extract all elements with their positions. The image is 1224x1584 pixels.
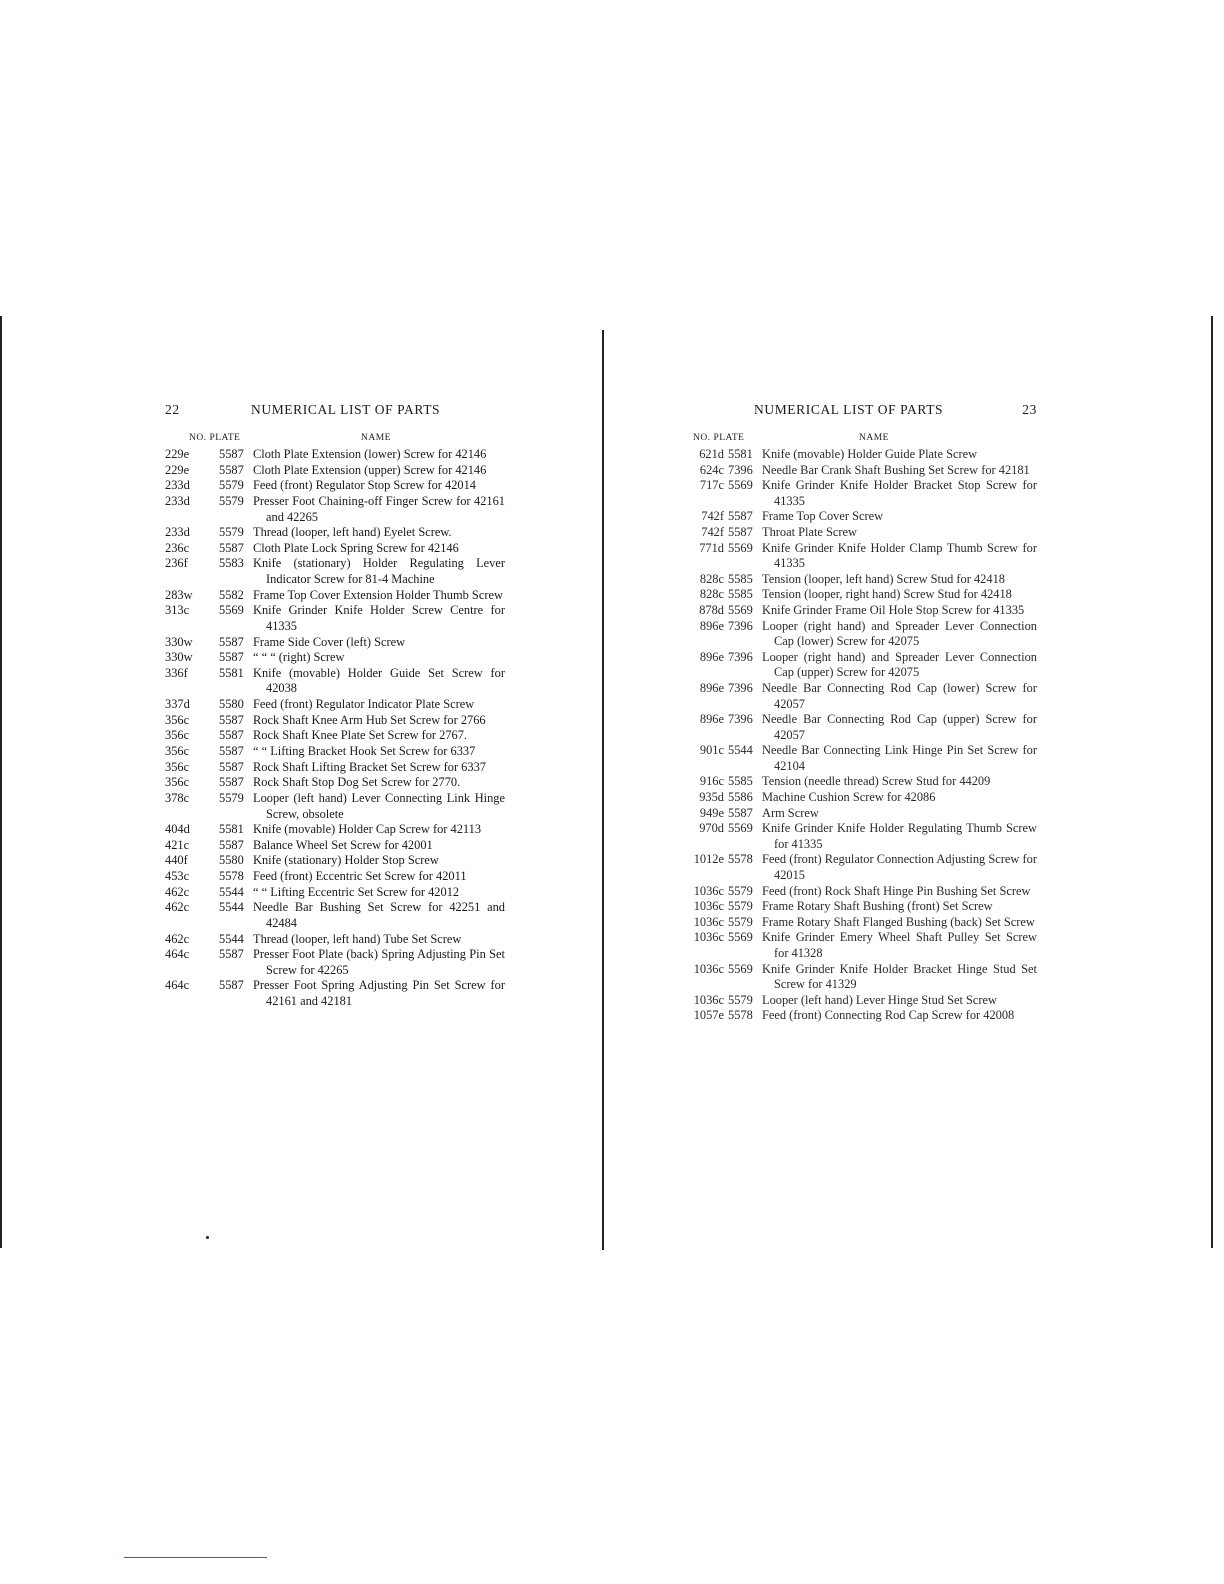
plate-number: 5587 [219,978,244,993]
plate-number: 5581 [219,822,244,837]
list-item [165,556,505,587]
list-item [672,993,1037,1009]
part-number: 356c [165,712,190,727]
part-name: Feed (front) Eccentric Set Screw for 42011 [253,869,467,884]
part-number: 901c [699,743,724,758]
list-item [672,930,1037,961]
part-name: Cloth Plate Extension (upper) Screw for 42146 [253,462,487,477]
page-gutter-line [602,330,604,1250]
part-name: “ “ “ (right) Screw [253,650,345,665]
part-name: Frame Side Cover (left) Screw [253,634,406,649]
part-name: Knife (movable) Holder Cap Screw for 42113 [253,822,482,837]
list-item [165,791,505,822]
part-name: “ “ Lifting Bracket Hook Set Screw for 6337 [253,743,476,758]
part-number: 1012e [693,852,724,867]
right-scan-edge [1211,316,1213,1248]
list-item [165,885,505,901]
plate-number: 5580 [219,697,244,712]
col-no-plate-header: NO. PLATE [189,433,241,443]
list-item [165,541,505,557]
list-item [672,743,1037,774]
list-item [672,463,1037,479]
part-number: 771d [699,540,724,555]
plate-number: 5569 [728,961,753,976]
parts-list [165,447,505,1010]
list-item [672,619,1037,650]
part-name: Cloth Plate Extension (lower) Screw for 42146 [253,447,487,461]
left-scan-edge [0,316,2,1248]
list-item [672,790,1037,806]
part-name: Feed (front) Regulator Indicator Plate Screw [253,697,475,712]
list-item [165,713,505,729]
list-item [672,525,1037,541]
part-name: Feed (front) Regulator Stop Screw for 42014 [253,478,476,493]
plate-number: 5585 [728,774,753,789]
part-number: 1036c [693,961,724,976]
part-name: Knife Grinder Knife Holder Clamp Thumb Screw for 41335 [762,540,1037,571]
part-number: 337d [165,697,190,712]
plate-number: 5587 [728,509,753,524]
list-item [165,775,505,791]
plate-number: 5578 [728,1008,753,1023]
part-name: “ “ Lifting Eccentric Set Screw for 42012 [253,884,460,899]
stray-mark [206,1236,209,1239]
part-name: Knife (movable) Holder Guide Set Screw for 42038 [253,665,505,696]
parts-list [672,447,1037,1024]
part-number: 1036c [693,883,724,898]
list-item [672,884,1037,900]
list-item [672,603,1037,619]
part-name: Arm Screw [762,805,819,820]
plate-number: 5587 [219,712,244,727]
part-name: Frame Top Cover Screw [762,509,884,524]
plate-number: 5587 [219,634,244,649]
part-number: 233d [165,478,190,493]
list-item [165,744,505,760]
part-number: 896e [699,680,724,695]
list-item [165,822,505,838]
part-number: 356c [165,728,190,743]
part-number: 313c [165,603,190,618]
part-name: Needle Bar Crank Shaft Bushing Set Screw for 42181 [762,462,1030,477]
list-item [165,697,505,713]
part-name: Feed (front) Regulator Connection Adjusting Screw for 42015 [762,852,1037,883]
part-name: Needle Bar Connecting Rod Cap (upper) Screw for 42057 [762,712,1037,742]
list-item [672,899,1037,915]
list-item [672,852,1037,883]
part-name: Presser Foot Spring Adjusting Pin Set Screw for 42161 and 42181 [253,978,505,1009]
plate-number: 5569 [728,930,753,945]
part-name: Rock Shaft Knee Arm Hub Set Screw for 2766 [253,712,486,727]
page-title: NUMERICAL LIST OF PARTS [754,402,944,417]
right-page [672,402,1037,1024]
part-number: 356c [165,775,190,790]
part-number: 356c [165,743,190,758]
part-number: 896e [699,712,724,727]
part-number: 236f [165,556,188,571]
plate-number: 5544 [219,884,244,899]
part-number: 336f [165,665,188,680]
part-name: Feed (front) Connecting Rod Cap Screw for 42008 [762,1008,1015,1023]
plate-number: 5587 [219,775,244,790]
col-name-header: NAME [859,433,889,443]
list-item [672,541,1037,572]
page-number: 23 [1022,402,1037,417]
list-item [165,494,505,525]
plate-number: 5582 [219,587,244,602]
part-number: 935d [699,790,724,805]
part-name: Knife Grinder Frame Oil Hole Stop Screw for 41335 [762,602,1025,617]
list-item [672,478,1037,509]
list-item [165,603,505,634]
part-number: 742f [701,524,724,539]
part-number: 1036c [693,930,724,945]
list-item [165,463,505,479]
part-number: 1036c [693,914,724,929]
list-item [165,447,505,463]
plate-number: 5585 [728,587,753,602]
part-name: Feed (front) Rock Shaft Hinge Pin Bushing Set Screw [762,883,1031,898]
list-item [165,666,505,697]
list-item [165,588,505,604]
plate-number: 5587 [219,447,244,461]
col-no-plate-header: NO. PLATE [693,433,745,443]
part-name: Knife Grinder Knife Holder Bracket Hinge Stud Set Screw for 41329 [762,961,1037,992]
part-name: Rock Shaft Lifting Bracket Set Screw for 6337 [253,759,486,774]
part-number: 896e [699,649,724,664]
part-name: Frame Rotary Shaft Flanged Bushing (back) Set Screw [762,914,1035,929]
list-item [672,821,1037,852]
part-name: Knife Grinder Knife Holder Screw Centre for 41335 [253,603,505,633]
part-name: Tension (needle thread) Screw Stud for 44209 [762,774,991,789]
list-item [165,525,505,541]
bottom-link-line [124,1557,267,1558]
list-item [672,962,1037,993]
list-item [165,478,505,494]
part-number: 621d [699,447,724,461]
plate-number: 5544 [728,743,753,758]
plate-number: 5578 [219,869,244,884]
part-name: Machine Cushion Screw for 42086 [762,790,936,805]
part-number: 878d [699,602,724,617]
plate-number: 5544 [219,900,244,915]
part-number: 1036c [693,899,724,914]
part-number: 229e [165,447,190,461]
plate-number: 5581 [219,665,244,680]
part-number: 464c [165,978,190,993]
plate-number: 5569 [219,603,244,618]
part-name: Thread (looper, left hand) Eyelet Screw. [253,525,452,540]
plate-number: 5587 [219,462,244,477]
list-item [165,838,505,854]
part-name: Looper (right hand) and Spreader Lever Connection Cap (lower) Screw for 42075 [762,618,1037,649]
part-name: Needle Bar Connecting Link Hinge Pin Set Screw for 42104 [762,743,1037,773]
col-name-header: NAME [361,433,391,443]
part-number: 624c [699,462,724,477]
part-name: Knife (movable) Holder Guide Plate Screw [762,447,978,461]
list-item [672,774,1037,790]
part-name: Knife Grinder Knife Holder Bracket Stop Screw for 41335 [762,478,1037,508]
part-number: 717c [699,478,724,493]
list-item [165,978,505,1009]
part-name: Rock Shaft Stop Dog Set Screw for 2770. [253,775,461,790]
list-item [672,509,1037,525]
plate-number: 5587 [728,524,753,539]
plate-number: 5579 [728,914,753,929]
plate-number: 5579 [728,883,753,898]
part-number: 378c [165,790,190,805]
part-name: Frame Rotary Shaft Bushing (front) Set Screw [762,899,993,914]
plate-number: 5587 [219,743,244,758]
plate-number: 5569 [728,821,753,836]
list-item [672,587,1037,603]
plate-number: 5579 [219,790,244,805]
plate-number: 5578 [728,852,753,867]
page-number: 22 [165,402,180,417]
plate-number: 7396 [728,680,753,695]
part-number: 330w [165,650,193,665]
plate-number: 5569 [728,602,753,617]
part-number: 1057e [693,1008,724,1023]
plate-number: 7396 [728,618,753,633]
left-running-head [165,402,505,422]
plate-number: 5579 [219,525,244,540]
part-number: 421c [165,837,190,852]
part-name: Knife (stationary) Holder Stop Screw [253,853,439,868]
plate-number: 5544 [219,931,244,946]
column-header [165,433,505,447]
plate-number: 7396 [728,462,753,477]
part-name: Throat Plate Screw [762,524,857,539]
part-name: Balance Wheel Set Screw for 42001 [253,837,433,852]
list-item [672,650,1037,681]
plate-number: 5587 [728,805,753,820]
plate-number: 5579 [219,493,244,508]
plate-number: 5583 [219,556,244,571]
plate-number: 5587 [219,540,244,555]
part-number: 356c [165,759,190,774]
part-name: Looper (left hand) Lever Connecting Link Hinge Screw, obsolete [253,790,505,821]
plate-number: 5569 [728,478,753,493]
part-name: Knife (stationary) Holder Regulating Lever Indicator Screw for 81-4 Machine [253,556,505,587]
part-name: Needle Bar Bushing Set Screw for 42251 and 42484 [253,900,505,930]
list-item [672,572,1037,588]
plate-number: 7396 [728,649,753,664]
list-item [165,853,505,869]
part-number: 236c [165,540,190,555]
list-item [165,900,505,931]
right-running-head [672,402,1037,422]
part-number: 970d [699,821,724,836]
part-number: 233d [165,493,190,508]
plate-number: 5579 [728,992,753,1007]
plate-number: 5587 [219,728,244,743]
part-number: 453c [165,869,190,884]
list-item [165,728,505,744]
page-title: NUMERICAL LIST OF PARTS [251,402,441,417]
plate-number: 5585 [728,571,753,586]
plate-number: 5580 [219,853,244,868]
list-item [165,760,505,776]
part-name: Presser Foot Chaining-off Finger Screw for 42161 and 42265 [253,493,505,524]
plate-number: 5581 [728,447,753,461]
part-number: 742f [701,509,724,524]
part-number: 233d [165,525,190,540]
part-name: Knife Grinder Knife Holder Regulating Thumb Screw for 41335 [762,821,1037,851]
part-number: 916c [699,774,724,789]
list-item [672,806,1037,822]
list-item [672,712,1037,743]
part-number: 464c [165,947,190,962]
left-page [165,402,505,1010]
plate-number: 5586 [728,790,753,805]
plate-number: 5587 [219,650,244,665]
part-number: 330w [165,634,193,649]
list-item [165,869,505,885]
list-item [672,447,1037,463]
part-number: 462c [165,884,190,899]
part-name: Rock Shaft Knee Plate Set Screw for 2767. [253,728,468,743]
plate-number: 5579 [219,478,244,493]
column-header [672,433,1037,447]
list-item [165,932,505,948]
plate-number: 5587 [219,759,244,774]
part-number: 949e [699,805,724,820]
list-item [672,1008,1037,1024]
part-number: 896e [699,618,724,633]
part-name: Cloth Plate Lock Spring Screw for 42146 [253,540,459,555]
plate-number: 7396 [728,712,753,727]
part-name: Tension (looper, right hand) Screw Stud for 42418 [762,587,1012,602]
plate-number: 5587 [219,837,244,852]
part-name: Looper (left hand) Lever Hinge Stud Set Screw [762,992,998,1007]
part-name: Knife Grinder Emery Wheel Shaft Pulley Set Screw for 41328 [762,930,1037,960]
part-number: 404d [165,822,190,837]
part-name: Presser Foot Plate (back) Spring Adjusting Pin Set Screw for 42265 [253,947,505,977]
part-number: 283w [165,587,193,602]
list-item [672,915,1037,931]
part-name: Frame Top Cover Extension Holder Thumb Screw [253,587,503,602]
list-item [165,635,505,651]
part-number: 462c [165,931,190,946]
plate-number: 5587 [219,947,244,962]
part-number: 462c [165,900,190,915]
list-item [165,947,505,978]
part-number: 1036c [693,992,724,1007]
plate-number: 5569 [728,540,753,555]
part-name: Thread (looper, left hand) Tube Set Screw [253,931,462,946]
part-name: Needle Bar Connecting Rod Cap (lower) Screw for 42057 [762,680,1037,711]
part-number: 828c [699,571,724,586]
list-item [165,650,505,666]
part-number: 229e [165,462,190,477]
part-name: Looper (right hand) and Spreader Lever Connection Cap (upper) Screw for 42075 [762,649,1037,680]
part-number: 828c [699,587,724,602]
plate-number: 5579 [728,899,753,914]
part-number: 440f [165,853,188,868]
part-name: Tension (looper, left hand) Screw Stud for 42418 [762,571,1005,586]
list-item [672,681,1037,712]
